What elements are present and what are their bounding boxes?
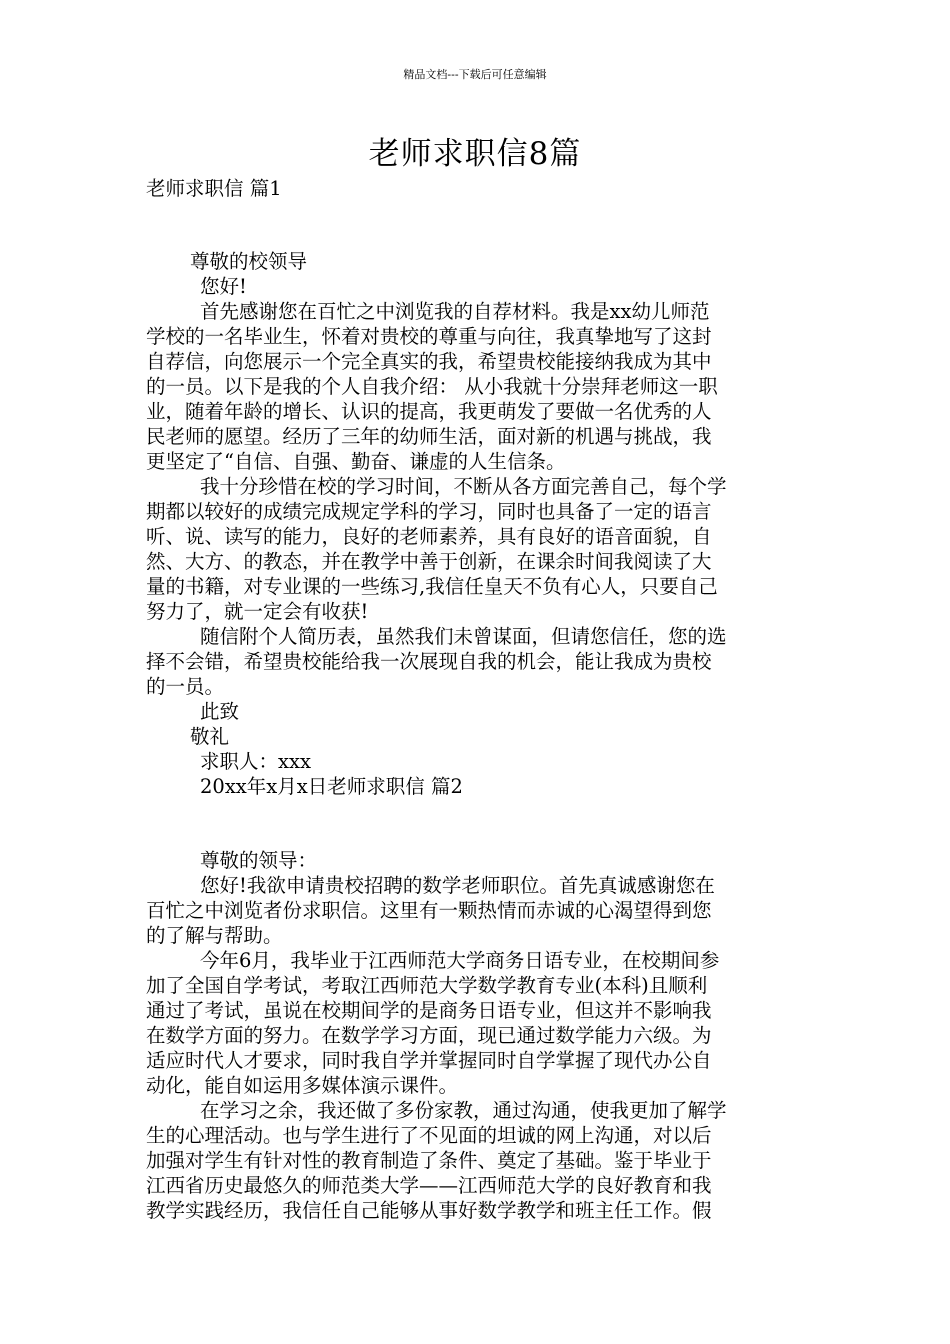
greeting: 您好! [200,275,247,298]
salutation: 尊敬的校领导 [190,250,308,273]
paragraph-line: 努力了，就一定会有收获! [146,600,369,623]
paragraph-line: 听、说、读写的能力，良好的老师素养，具有良好的语音面貌，自 [146,525,712,548]
paragraph-line: 生的心理活动。也与学生进行了不见面的坦诚的网上沟通，对以后 [146,1124,712,1147]
signature-line: 求职人：xxx [200,750,311,773]
paragraph-line: 通过了考试，虽说在校期间学的是商务日语专业，但这并不影响我 [146,999,712,1022]
paragraph-line: 加强对学生有针对性的教育制造了条件、奠定了基础。鉴于毕业于 [146,1149,712,1172]
paragraph-line: 在数学方面的努力。在数学学习方面，现已通过数学能力六级。为 [146,1024,712,1047]
paragraph-line: 首先感谢您在百忙之中浏览我的自荐材料。我是xx幼儿师范 [200,300,710,323]
paragraph-line: 的一员。以下是我的个人自我介绍： 从小我就十分崇拜老师这一职 [146,375,718,398]
paragraph-line: 的了解与帮助。 [146,924,283,947]
paragraph-line: 适应时代人才要求，同时我自学并掌握同时自学掌握了现代办公自 [146,1049,712,1072]
page-title: 老师求职信8篇 [368,136,582,172]
paragraph-line: 在学习之余，我还做了多份家教，通过沟通，使我更加了解学 [200,1099,727,1122]
section-heading-1: 老师求职信 篇1 [146,177,282,200]
paragraph-line: 量的书籍，对专业课的一些练习,我信任皇天不负有心人，只要自己 [146,575,718,598]
paragraph-line: 教学实践经历，我信任自己能够从事好数学教学和班主任工作。假 [146,1199,712,1222]
paragraph-line: 民老师的愿望。经历了三年的幼师生活，面对新的机遇与挑战，我 [146,425,712,448]
paragraph-line: 江西省历史最悠久的师范类大学——江西师范大学的良好教育和我 [146,1174,712,1197]
paragraph-line: 今年6月，我毕业于江西师范大学商务日语专业，在校期间参 [200,949,720,972]
paragraph-line: 动化，能自如运用多媒体演示课件。 [146,1074,459,1097]
paragraph-line: 您好!我欲申请贵校招聘的数学老师职位。首先真诚感谢您在 [200,874,715,897]
paragraph-line: 加了全国自学考试，考取江西师范大学数学教育专业(本科)且顺利 [146,974,708,997]
date-and-section-heading-2: 20xx年x月x日老师求职信 篇2 [200,775,463,798]
paragraph-line: 更坚定了“自信、自强、勤奋、谦虚的人生信条。 [146,450,566,473]
paragraph-line: 我十分珍惜在校的学习时间，不断从各方面完善自己，每个学 [200,475,727,498]
paragraph-line: 然、大方、的教态，并在教学中善于创新，在课余时间我阅读了大 [146,550,712,573]
paragraph-line: 期都以较好的成绩完成规定学科的学习，同时也具备了一定的语言 [146,500,712,523]
paragraph-line: 业，随着年龄的增长、认识的提高，我更萌发了要做一名优秀的人 [146,400,712,423]
paragraph-line: 百忙之中浏览者份求职信。这里有一颗热情而赤诚的心渴望得到您 [146,899,712,922]
paragraph-line: 学校的一名毕业生，怀着对贵校的尊重与向往，我真挚地写了这封 [146,325,712,348]
closing-line: 敬礼 [190,725,230,748]
paragraph-line: 的一员。 [146,675,225,698]
header-note: 精品文档---下载后可任意编辑 [403,68,547,81]
salutation: 尊敬的领导： [200,849,318,872]
paragraph-line: 择不会错，希望贵校能给我一次展现自我的机会，能让我成为贵校 [146,650,712,673]
closing-line: 此致 [200,700,240,723]
paragraph-line: 随信附个人简历表，虽然我们未曾谋面，但请您信任，您的选 [200,625,727,648]
paragraph-line: 自荐信，向您展示一个完全真实的我，希望贵校能接纳我成为其中 [146,350,712,373]
